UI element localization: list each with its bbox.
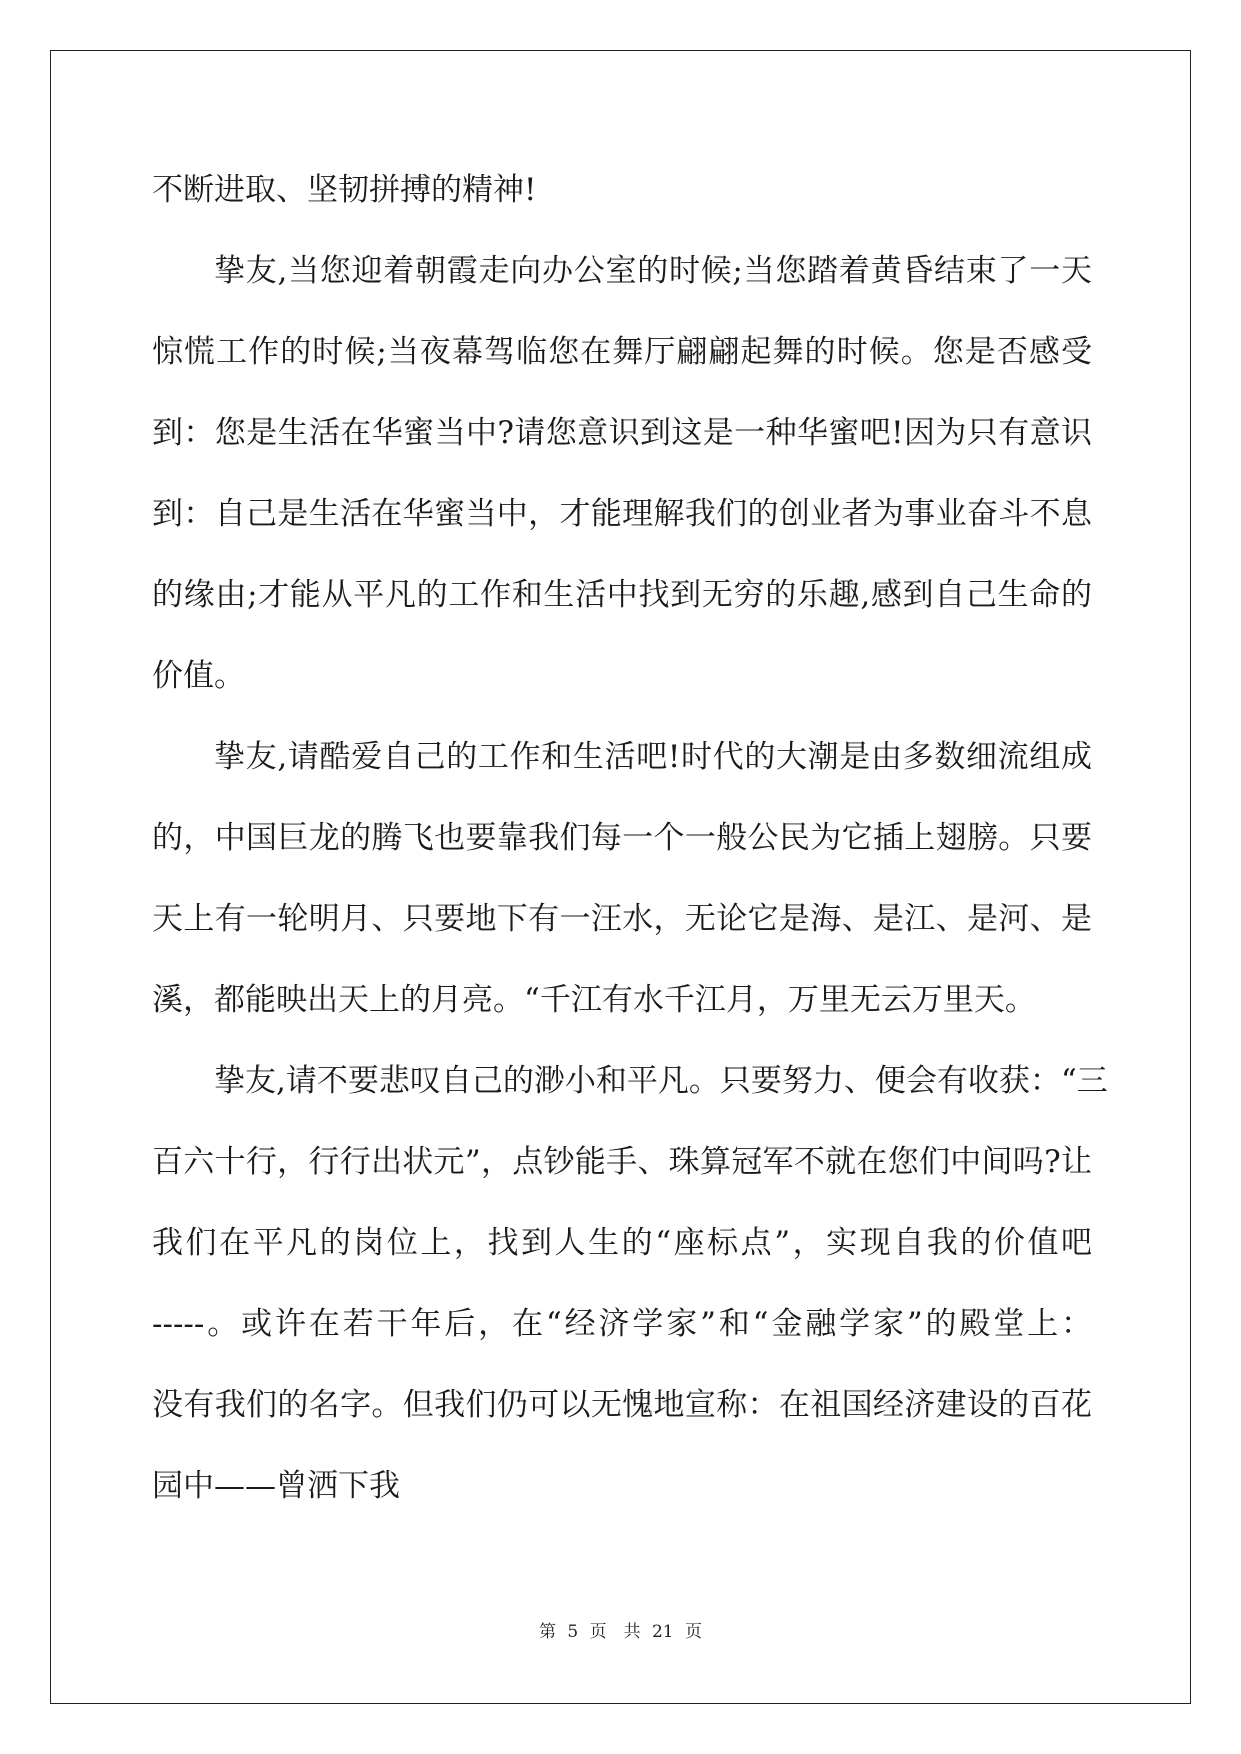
- paragraph-start-line: 挚友,请不要悲叹自己的渺小和平凡。只要努力、便会有收获：“三: [214, 1063, 1108, 1099]
- text-line: 没有我们的名字。但我们仍可以无愧地宣称：在祖国经济建设的百花: [152, 1387, 1092, 1423]
- text-line: 天上有一轮明月、只要地下有一汪水，无论它是海、是江、是河、是: [152, 901, 1092, 937]
- text-line: 的，中国巨龙的腾飞也要靠我们每一个一般公民为它插上翅膀。只要: [152, 820, 1092, 856]
- text-line: 惊慌工作的时候;当夜幕驾临您在舞厅翩翩起舞的时候。您是否感受: [152, 334, 1092, 370]
- text-line: -----。或许在若干年后，在“经济学家”和“金融学家”的殿堂上：: [152, 1306, 1092, 1342]
- document-body: [152, 160, 1108, 1537]
- paragraph-start-line: 挚友,请酷爱自己的工作和生活吧!时代的大潮是由多数细流组成: [214, 739, 1092, 775]
- text-line: 溪，都能映出天上的月亮。“千江有水千江月，万里无云万里天。: [152, 982, 1036, 1018]
- text-line: 园中——曾洒下我: [152, 1468, 400, 1504]
- text-line: 到：您是生活在华蜜当中?请您意识到这是一种华蜜吧!因为只有意识: [152, 415, 1092, 451]
- paragraph-start-line: 挚友,当您迎着朝霞走向办公室的时候;当您踏着黄昏结束了一天: [214, 253, 1092, 289]
- text-line: 我们在平凡的岗位上，找到人生的“座标点”，实现自我的价值吧: [152, 1225, 1092, 1261]
- text-line: 价值。: [152, 658, 245, 694]
- text-line: 的缘由;才能从平凡的工作和生活中找到无穷的乐趣,感到自己生命的: [152, 577, 1092, 613]
- text-line: 百六十行，行行出状元”，点钞能手、珠算冠军不就在您们中间吗?让: [152, 1144, 1092, 1180]
- page-number-footer: 第 5 页 共 21 页: [538, 1622, 703, 1642]
- text-line: 到：自己是生活在华蜜当中，才能理解我们的创业者为事业奋斗不息: [152, 496, 1092, 532]
- text-line: 不断进取、坚韧拼搏的精神!: [152, 172, 537, 208]
